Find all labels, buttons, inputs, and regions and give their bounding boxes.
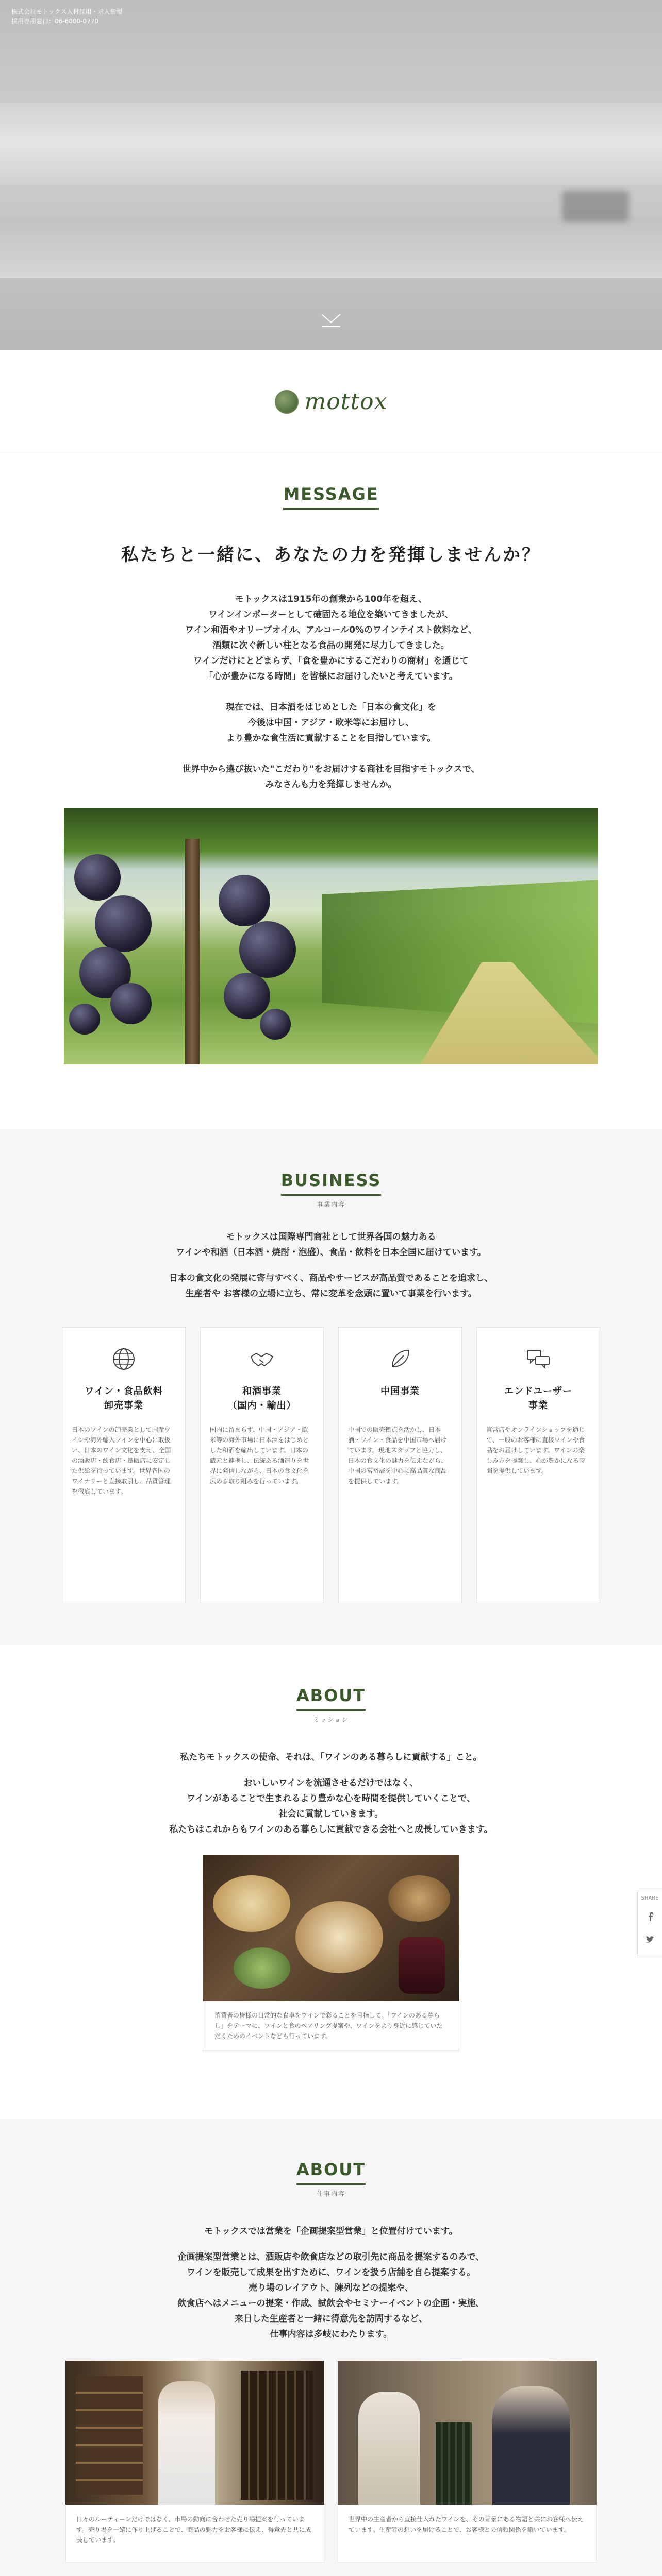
about-heading: ABOUT <box>296 2160 366 2185</box>
business-card <box>200 1327 324 1603</box>
facebook-icon[interactable] <box>644 1910 656 1923</box>
globe-icon <box>111 1346 137 1372</box>
business-card-title: エンドユーザー 事業 <box>504 1386 573 1411</box>
business-card-body: 日本のワインの卸売業として国産ワインや海外輸入ワインを中心に取扱い、日本のワイン文化を支え、全国の酒販店・飲食店・量販店に安定した供給を行っています。世界各国のワイナリーと直接取引し、品質管理を徹底しています。 <box>72 1426 171 1495</box>
about-work-section <box>0 2119 662 2576</box>
store-photo-caption: 日々のルーティーンだけではなく、市場の動向に合わせた売り場提案を行っています。売り場を一緒に作り上げることで、商品の魅力をお客様に伝え、得意先と共に成長しています。 <box>65 2505 324 2563</box>
work-photo-card <box>65 2361 324 2563</box>
about-heading: ABOUT <box>296 1686 366 1711</box>
about-subtitle: 仕事内容 <box>316 2190 345 2197</box>
business-card-body: 中国での販売拠点を活かし、日本酒・ワイン・食品を中国市場へ届けています。現地スタッフと協力し、日本の食文化の魅力を伝えながら、中国の富裕層を中心に高品質な商品を提供しています。 <box>348 1426 448 1485</box>
business-heading: BUSINESS <box>281 1171 382 1196</box>
vineyard-photo <box>64 808 598 1064</box>
business-subtitle: 事業内容 <box>316 1201 345 1208</box>
business-card <box>476 1327 600 1603</box>
message-paragraph-3: 世界中から選び抜いた"こだわり"をお届けする商社を目指すモトックスで、 みなさんも力を発揮しませんか。 <box>182 764 480 790</box>
share-label: SHARE <box>641 1895 659 1901</box>
hero-section <box>0 0 662 350</box>
business-card <box>338 1327 462 1603</box>
business-card-title: 和酒事業 （国内・輸出） <box>227 1386 296 1411</box>
business-card-title: 中国事業 <box>380 1386 420 1397</box>
message-section <box>0 453 662 1129</box>
leaf-icon <box>387 1346 413 1372</box>
message-heading: MESSAGE <box>283 484 378 510</box>
food-wine-photo <box>203 1855 459 2001</box>
message-paragraph-1: モトックスは1915年の創業から100年を超え、 ワインインポーターとして確固たる地位を築いてきましたが、 ワイン和酒やオリーブオイル、アルコール0%のワインテイスト飲料など、 酒類に次ぐ新しい柱となる食品の開発に尽力してきました。 ワインだけにとどまらず、「食を豊かにするこだわりの商材」を通じて 「心が豊かになる時間」を皆様にお届けしたいと考えています。 <box>185 594 477 682</box>
about-mission-intro: 私たちモトックスの使命、それは、「ワインのある暮らしに貢献する」こと。 <box>180 1752 482 1762</box>
business-cards <box>0 1327 662 1603</box>
meeting-photo <box>338 2361 597 2505</box>
food-photo-caption: 消費者の皆様の日常的な食卓をワインで彩ることを目指して。「ワインのある暮らし」をテーマに、ワインと食のペアリング提案や、ワインをより身近に感じていただくためのイベントなども行っています。 <box>203 2001 459 2051</box>
logo-emblem-icon <box>275 390 299 414</box>
business-card-title: ワイン・食品飲料 卸売事業 <box>85 1386 163 1411</box>
business-intro-1: モトックスは国際専門商社として世界各国の魅力ある ワインや和酒（日本酒・焼酎・泡盛）、食品・飲料を日本全国に届けています。 <box>176 1232 486 1258</box>
about-mission-section <box>0 1645 662 2119</box>
scroll-down-icon[interactable] <box>320 309 342 330</box>
share-sidebar <box>637 1891 662 1956</box>
business-card-body: 国内に留まらず、中国・アジア・欧米等の海外市場に日本酒をはじめとした和酒を輸出しています。日本の蔵元と連携し、伝統ある酒造りを世界に発信しながら、日本の食文化を広める取り組みを行っています。 <box>210 1426 309 1485</box>
site-logo[interactable]: mottox <box>275 388 388 415</box>
message-lead: 私たちと一緒に、あなたの力を発揮しませんか？ <box>121 545 541 565</box>
work-photos <box>0 2361 662 2563</box>
handshake-icon <box>249 1346 275 1372</box>
hero-company-info: 株式会社モトックス人材採用・求人情報 採用専用窓口：06-6000-0770 <box>11 8 123 25</box>
message-paragraph-2: 現在では、日本酒をはじめとした「日本の食文化」を 今後は中国・アジア・欧米等にお届けし、 より豊かな食生活に貢献することを目指しています。 <box>226 702 436 743</box>
about-work-intro: モトックスでは営業を「企画提案型営業」と位置付けています。 <box>204 2226 458 2236</box>
business-card <box>62 1327 186 1603</box>
about-work-text: 企画提案型営業とは、酒販店や飲食店などの取引先に商品を提案するのみで、 ワインを販売して成果を出すために、ワインを扱う店舗を自ら提案する。 売り場のレイアウト、陳列などの提案や、 飲食店へはメニューの提案・作成、試飲会やセミナーイベントの企画・実施、 来日した生産者と一緒に得意先を訪問するなど、 仕事内容は多岐にわたります。 <box>177 2252 485 2340</box>
store-shelf-photo <box>65 2361 324 2505</box>
business-section <box>0 1129 662 1645</box>
twitter-icon[interactable] <box>644 1933 656 1945</box>
about-mission-text: おいしいワインを流通させるだけではなく、 ワインがあることで生まれるより豊かな心を時間を提供していくことで、 社会に貢献していきます。 私たちはこれからもワインのある暮らしに貢献できる会社へと成長していきます。 <box>169 1778 493 1835</box>
work-photo-card <box>338 2361 597 2563</box>
meeting-photo-caption: 世界中の生産者から直接仕入れたワインを、その背景にある物語と共にお客様へ伝えています。生産者の想いを届けることで、お客様との信頼関係を築いています。 <box>338 2505 597 2563</box>
chat-icon <box>525 1346 551 1372</box>
hero-background <box>0 103 662 185</box>
about-subtitle: ミッション <box>313 1716 349 1723</box>
business-intro-2: 日本の食文化の発展に寄与すべく、商品やサービスが高品質であることを追求し、 生産者や お客様の立場に立ち、常に変革を念頭に置いて事業を行います。 <box>169 1273 493 1299</box>
business-card-body: 直営店やオンラインショップを通じて、一般のお客様に直接ワインや食品をお届けしています。ワインの楽しみ方を提案し、心が豊かになる時間を提供しています。 <box>486 1426 586 1475</box>
logo-bar <box>0 350 662 453</box>
